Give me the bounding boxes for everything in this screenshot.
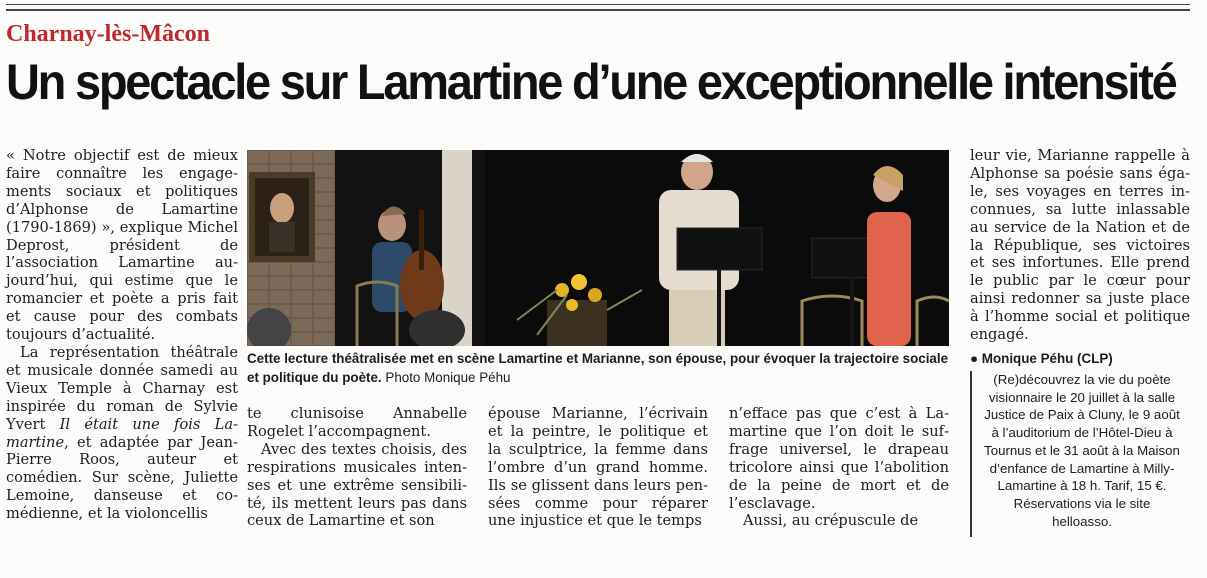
paragraph: te clunisoise Annabelle Rogelet l’accompagnent.	[247, 405, 467, 440]
paragraph: leur vie, Marianne rappelle à Alphonse sa poésie sans égale, ses voyages en terres inconnues, sa lutte inlassable au service de la Nation et de la République, ses victoires et ses infortunes. Elle prend le public par le cœur pour ainsi redonner sa juste place à l’homme social et politique engagé.	[970, 147, 1190, 344]
text-run: La représentation théâtrale et musicale donnée samedi au Vieux Temple à Charnay est inspirée du roman de Sylvie Yvert	[6, 343, 238, 433]
photo-illustration	[247, 150, 949, 346]
location-kicker: Charnay-lès-Mâcon	[6, 21, 210, 47]
article-column-1	[6, 147, 238, 523]
text-run: , et adaptée par Jean-Pierre Roos, auteur et comédien. Sur scène, Juliette Lemoine, danseuse et comédienne, et la violoncellis	[6, 433, 238, 523]
article-column-3	[488, 405, 708, 530]
event-info-box	[970, 371, 1190, 537]
article-column-4	[729, 405, 949, 530]
headline: Un spectacle sur Lamartine d’une exceptionnelle intensité	[6, 54, 1176, 110]
author-byline: ● Monique Péhu (CLP)	[970, 351, 1113, 366]
paragraph: Aussi, au crépuscule de	[743, 512, 919, 530]
top-rule-thick	[6, 9, 1190, 11]
article-column-2	[247, 405, 467, 530]
book-title: Il était une fois Lamartine	[6, 415, 238, 451]
caption-text: Cette lecture théâtralisée met en scène Lamartine et Marianne, son épouse, pour évoquer la trajectoire sociale et politique du poète.	[247, 351, 949, 385]
paragraph	[6, 344, 238, 523]
paragraph: Avec des textes choisis, des respirations musicales intenses et une extrême sensibilité, ils mettent leurs pas dans ceux de Lamartine et son	[247, 440, 467, 530]
article-column-5	[970, 147, 1190, 344]
photo-caption	[247, 349, 949, 387]
paragraph: « Notre objectif est de mieux faire connaître les engagements sociaux et politiques d’Alphonse de Lamartine (1790-1869) », explique Michel Deprost, président de l’association Lamartine aujourd’hui, qui estime que le romancier et poète a pris fait et cause pour des combats toujours d’actualité.	[6, 147, 238, 344]
photo-credit: Photo Monique Péhu	[385, 370, 511, 385]
top-rule	[6, 4, 1190, 5]
paragraph: épouse Marianne, l’écrivain et la peintre, le politique et la sculptrice, la femme dans l’ombre d’un grand homme. Ils se glissent dans leurs pensées comme pour réparer une injustice et que le temps	[488, 405, 708, 530]
paragraph: n’efface pas que c’est à Lamartine que l’on doit le suffrage universel, le drapeau tricolore ainsi que l’abolition de la peine de mort et de l’esclavage.	[729, 405, 949, 512]
stage-photo	[247, 150, 949, 346]
event-info-text: (Re)découvrez la vie du poète visionnaire le 20 juillet à la salle Justice de Paix à Cluny, le 9 août à l’auditorium de l’Hôtel-Dieu à Tournus et le 31 août à la Maison d’enfance de Lamartine à Milly-Lamartine à 18 h. Tarif, 15 €. Réservations via le site helloasso.	[984, 372, 1180, 529]
